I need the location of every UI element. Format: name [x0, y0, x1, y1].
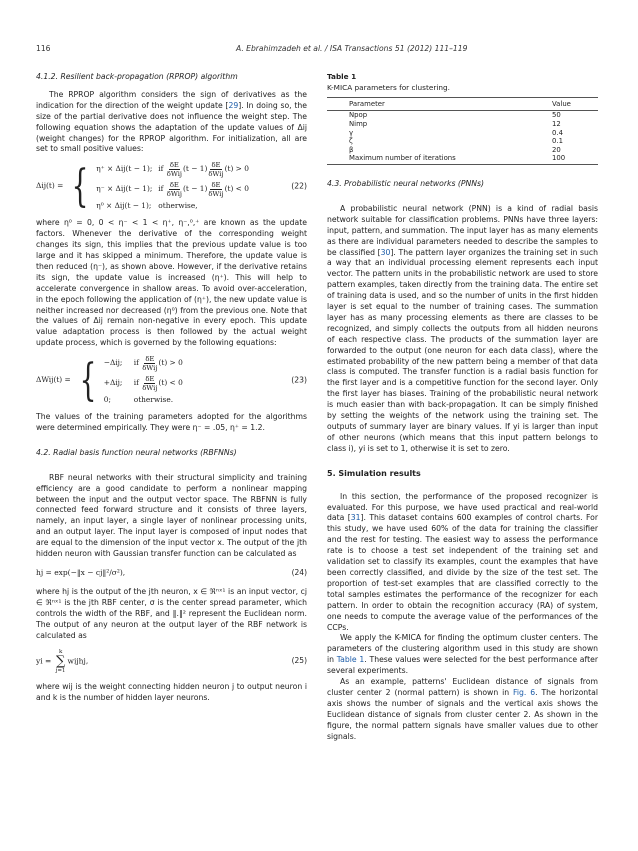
right-column [327, 72, 598, 742]
page-number: 116 [36, 44, 51, 53]
rbfnn-paragraph-3: where wij is the weight connecting hidden neuron j to output neuron i and k is the number of hidden layer neurons. [36, 682, 307, 703]
parameters-table [327, 97, 598, 165]
rprop-paragraph-1: The RPROP algorithm considers the sign of derivatives as the indication for the direction of the weight update [29]. In doing so, the size of the partial derivative does not influence the weight step. The following equation shows the adaptation of the update values of Δij (weight changes) for the RPROP algorithm. For initialization, all are set to small positive values: [36, 89, 307, 154]
section-4-3-title: 4.3. Probabilistic neural networks (PNNs) [327, 178, 485, 188]
table-1-link[interactable]: Table 1 [336, 655, 365, 665]
left-column [36, 72, 307, 704]
table-header-parameter: Parameter [327, 97, 552, 111]
section-4-2-title: 4.2. Radial basis function neural networks (RBFNNs) [36, 447, 237, 457]
citation-30[interactable]: 30 [380, 247, 391, 257]
table-row: Nimp 12 [349, 120, 561, 128]
rprop-paragraph-2: where η⁰ = 0, 0 < η⁻ < 1 < η⁺, η⁻,⁰,⁺ are known as the update factors. Whenever the derivative of the corresponding weight changes its sign, this implies that the previous update value is too large and it has skipped a minimum. Therefore, the update value is then reduced (η⁻), as shown above. However, if the derivative retains its sign, the update value is increased (η⁺). This will help to accelerate convergence in shallow areas. To avoid over-acceleration, in the epoch following the application of (η⁺), the new update value is neither increased nor decreased (η⁰) from the previous one. Note that the values of Δij remain non-negative in every epoch. This update value adaptation process is then followed by the actual weight update process, which is governed by the following equations: [36, 218, 307, 348]
equation-number-25: (25) [291, 656, 307, 666]
table-header-value: Value [552, 97, 598, 111]
equation-number-22: (22) [291, 181, 307, 191]
citation-29[interactable]: 29 [228, 100, 239, 110]
equation-25: yi = k ∑ j=1 wijhj, (25) [36, 649, 307, 675]
equation-24: hj = exp(−‖x − cj‖²/σ²), (24) [36, 568, 307, 577]
simulation-paragraph-3: As an example, patterns' Euclidean distance of signals from cluster center 2 (normal pattern) is shown in Fig. 6. The horizontal axis shows the number of signals and the vertical axis shows the Euclidean distance of signals from cluster center 2. As shown in the figure, the normal pattern signals have smaller values due to other signals. [327, 677, 599, 741]
equation-number-24: (24) [291, 568, 307, 577]
equation-22: Δij(t) = { η⁺ × Δij(t − 1); if $\frac{\delta E}{\text{δWij}}$ (t − 1) $\frac{\delta E}{\text{δWij}}$ (t) > 0 η⁻ × Δij(t − 1); if $\frac{\delta E}{\text{δWij}}$ (t − 1) $\frac{\delta E}{\text{δWij}}$ (t) < 0 η⁰ × Δij(t − 1); otherwise, (22) [36, 160, 307, 212]
table-row: ζ 0.1 [349, 137, 563, 146]
rbfnn-paragraph-2: where hj is the output of the jth neuron, x ∈ ℜⁿˣ¹ is an input vector, cj ∈ ℜⁿˣ¹ is the jth RBF center, σ is the center spread parameter, which controls the width of the RBF, and ‖.‖² represent the Euclidean norm. The output of any neuron at the output layer of the RBF network is calculated as [36, 586, 307, 640]
simulation-paragraph-2: We apply the K-MICA for finding the optimum cluster centers. The parameters of the clustering algorithm used in this study are shown in Table 1. These values were selected for the best performance after several experiments. [327, 633, 598, 676]
pnn-paragraph: A probabilistic neural network (PNN) is a kind of radial basis network suitable for classification problems. PNNs have three layers: input, pattern, and summation. The input layer has as many elements as there are individual parameters needed to describe the samples to be classified [30]. The pattern layer organizes the training set in such a way that an individual processing element represents each input vector. The pattern units in the probabilistic network are used to store pattern examples, taken directly from the training data. The entire set of training data is used, and so the number of units in the first hidden layer is set equal to the number of training cases. The summation layer has as many processing elements as there are classes to be recognized, and simply collects the outputs from all hidden neurons of each respective class. The products of the summation layer are forwarded to the output (one neuron for each data class), where the estimated probability of the new pattern being a member of that data class is computed. The transfer function is a radial basis function for the first layer and is a competitive function for the second layer. Only the first layer has biases. Training of the probabilistic neural network is much easier than with back-propagation. It can be simply finished by setting the weights of the network using the training set. The outputs of summary layer are binary values. If yi is larger than input of other neurons (which means that this input pattern belongs to class i), yi is set to 1, otherwise it is set to zero. [327, 203, 599, 453]
section-4-1-2-title: 4.1.2. Resilient back-propagation (RPROP) algorithm [36, 72, 238, 81]
equation-23: ΔWij(t) = { −Δij; if $\frac{\delta E}{\text{δWij}}$ (t) > 0 +Δij; if $\frac{\delta E}{\text{δWij}}$ (t) < 0 0; otherwise. (23) [36, 354, 307, 406]
rprop-paragraph-3: The values of the training parameters adopted for the algorithms were determined empirically. They were η⁻ = .05, η⁺ = 1.2. [36, 412, 307, 432]
simulation-paragraph-1: In this section, the performance of the proposed recognizer is evaluated. For this purpose, we have used practical and real-world data [31]. This dataset contains 600 examples of control charts. For this study, we have used 60% of the data for training the classifier and the rest for testing. The easiest way to assess the performance rate is to choose a test set independent of the training set and validation set to classify its examples, count the examples that have been correctly classified, and divide by the size of the test set. The proportion of test-set examples that are classified correctly to the total samples estimates the performance of the recognizer for each pattern. In order to obtain the recognition accuracy (RA) of system, one needs to compute the average value of the performances of the CCPs. [327, 491, 598, 632]
rbfnn-paragraph-1: RBF neural networks with their structural simplicity and training efficiency are a good candidate to perform a nonlinear mapping between the input and the output vector space. The RBFNN is fully connected feed forward structure and it consists of three layers, namely, an input layer, a single layer of nonlinear processing units, and an output layer. The input layer is composed of input nodes that are equal to the dimension of the input vector x. The output of the jth hidden neuron with Gaussian transfer function can be calculated as [36, 472, 307, 559]
table-row: Npop 50 [349, 111, 561, 120]
equation-number-23: (23) [291, 375, 307, 385]
table-caption: Table 1 [327, 72, 357, 81]
running-header: A. Ebrahimzadeh et al. / ISA Transactions 51 (2012) 111–119 [236, 44, 468, 53]
table-row: γ 0.4 [349, 128, 563, 137]
figure-6-link[interactable]: Fig. 6 [513, 687, 536, 697]
citation-31[interactable]: 31 [350, 513, 361, 523]
table-row: Maximum number of iterations 100 [327, 154, 598, 164]
section-5-title: 5. Simulation results [327, 468, 421, 478]
table-row: β 20 [349, 145, 561, 154]
table-subcaption: K-MICA parameters for clustering. [327, 82, 450, 92]
